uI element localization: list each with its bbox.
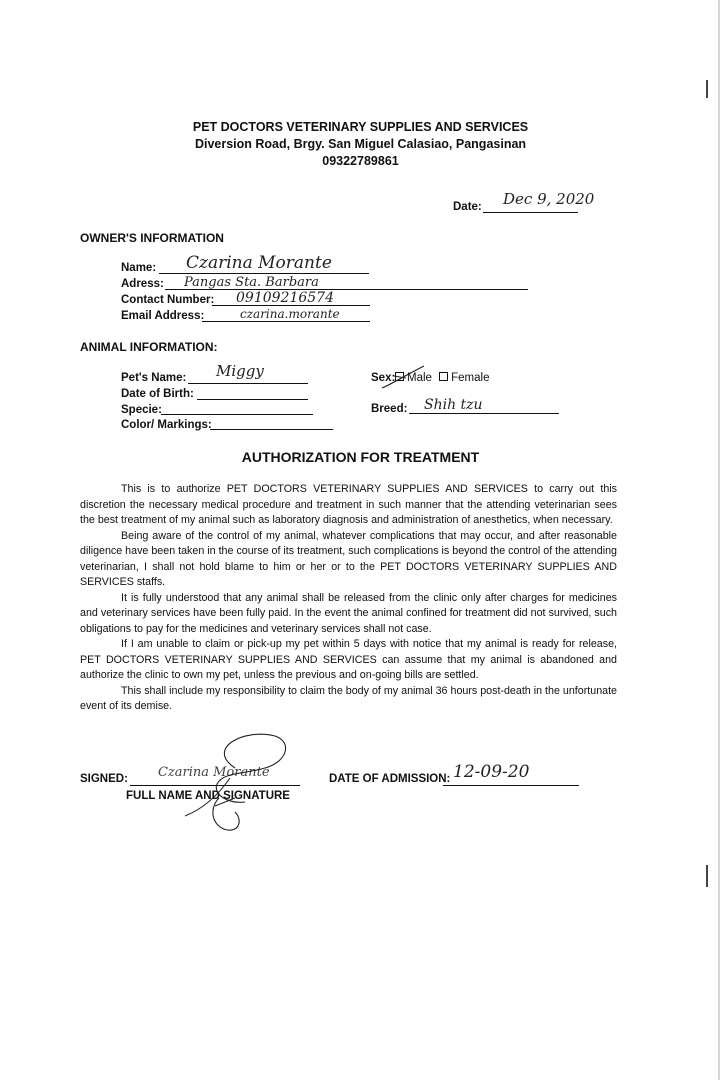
owner-name-value[interactable]: Czarina Morante — [186, 253, 332, 273]
company-address: Diversion Road, Brgy. San Miguel Calasiao, Pangasinan — [194, 137, 527, 151]
authorization-paragraph: It is fully understood that any animal shall be released from the clinic only after charges for medicines and veterinary services have been fully paid. In the event the animal confined for treatment did not survived, such obligations to pay for the medicines and veterinary services shall not case. — [80, 591, 617, 635]
date-line — [483, 212, 578, 213]
contact-number-value[interactable]: 09109216574 — [236, 290, 334, 306]
owner-address-label: Adress: — [121, 278, 164, 290]
authorization-paragraph: If I am unable to claim or pick-up my pet within 5 days with notice that my animal is ready for release, PET DOCTORS VETERINARY SUPPLIES AND SERVICES can assume that my animal is abandoned and authorize the clinic to own my pet, unless the previous and on-going bills are settled. — [80, 638, 617, 681]
pet-name-line — [188, 383, 308, 384]
specie-line[interactable] — [161, 414, 313, 415]
sex-label: Sex: — [371, 372, 396, 384]
authorization-body — [80, 482, 617, 715]
male-check-mark — [380, 364, 430, 394]
signed-label: SIGNED: — [80, 773, 128, 785]
breed-line — [409, 413, 559, 414]
breed-value[interactable]: Shih tzu — [424, 397, 483, 413]
date-of-admission-value[interactable]: 12-09-20 — [453, 762, 530, 782]
owner-address-value[interactable]: Pangas Sta. Barbara — [184, 275, 319, 290]
edge-mark — [706, 80, 708, 98]
date-label: Date: — [453, 201, 482, 213]
full-name-signature-label: FULL NAME AND SIGNATURE — [126, 790, 290, 802]
company-name: PET DOCTORS VETERINARY SUPPLIES AND SERVICES — [192, 120, 529, 134]
handwritten-signature — [175, 728, 295, 834]
owner-section-title: OWNER'S INFORMATION — [80, 231, 224, 245]
date-of-admission-line — [443, 785, 579, 786]
authorization-title: AUTHORIZATION FOR TREATMENT — [241, 449, 480, 465]
email-label: Email Address: — [121, 310, 205, 322]
color-markings-label: Color/ Markings: — [121, 419, 212, 431]
animal-section-title: ANIMAL INFORMATION: — [80, 340, 218, 354]
dob-line[interactable] — [197, 399, 308, 400]
authorization-paragraph: Being aware of the control of my animal, whatever complications that may occur, and after reasonable diligence have been taken in the course of its treatment, such complications is beyond the control of the attending veterinarian, I shall not hold blame to him or her or to the PET DOCTORS VETERINARY SUPPLIES AND SERVICES staffs. — [80, 529, 617, 588]
date-value[interactable]: Dec 9, 2020 — [503, 190, 595, 208]
female-label: Female — [451, 372, 490, 384]
male-label: Male — [407, 372, 432, 384]
email-value[interactable]: czarina.morante — [240, 307, 340, 321]
owner-name-line — [159, 273, 369, 274]
specie-label: Specie: — [121, 404, 162, 416]
female-checkbox[interactable] — [439, 372, 448, 381]
breed-label: Breed: — [371, 403, 408, 415]
signed-name-value[interactable]: Czarina Morante — [158, 765, 270, 780]
date-of-admission-label: DATE OF ADMISSION: — [329, 773, 451, 785]
dob-label: Date of Birth: — [121, 388, 194, 400]
owner-name-label: Name: — [121, 262, 157, 274]
edge-mark — [706, 865, 708, 887]
company-phone: 09322789861 — [322, 154, 399, 168]
contact-number-label: Contact Number: — [121, 294, 215, 306]
email-line — [202, 321, 370, 322]
pet-name-label: Pet's Name: — [121, 372, 187, 384]
authorization-paragraph: This is to authorize PET DOCTORS VETERINARY SUPPLIES AND SERVICES to carry out this discretion the necessary medical procedure and treatment in such manner that the attending veterinarian sees the best treatment of my animal such as laboratory diagnosis and administration of anesthetics, when necessary. — [80, 483, 617, 526]
authorization-paragraph: This shall include my responsibility to claim the body of my animal 36 hours post-death in the unfortunate event of its demise. — [80, 684, 617, 712]
color-markings-line[interactable] — [210, 429, 333, 430]
pet-name-value[interactable]: Miggy — [216, 362, 264, 380]
